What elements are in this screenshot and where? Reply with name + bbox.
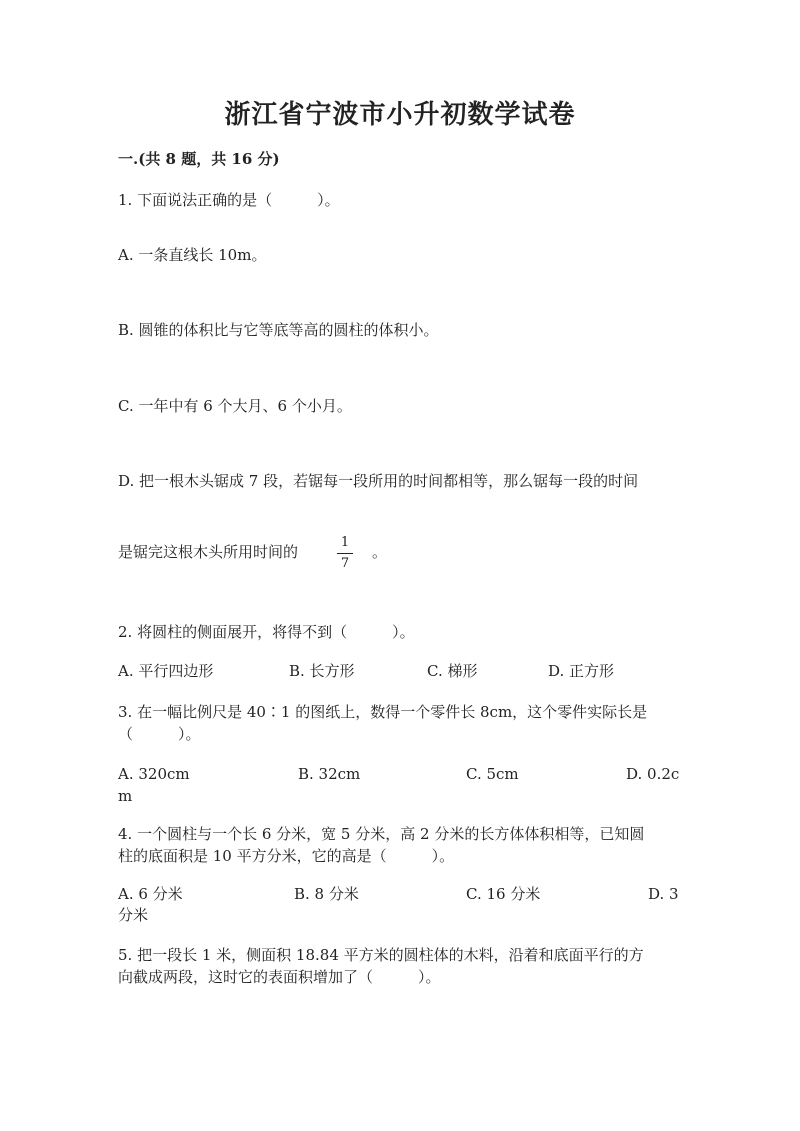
q3-option-d-line2: m <box>118 787 133 805</box>
fraction-numerator: 1 <box>340 535 350 550</box>
q3-option-d-line1: D. 0.2c <box>626 765 680 783</box>
q1-option-d-line1: D. 把一根木头锯成 7 段，若锯每一段所用的时间都相等，那么锯每一段的时间 <box>118 472 639 490</box>
q1-option-a: A. 一条直线长 10m。 <box>118 246 267 264</box>
q2-stem: 2. 将圆柱的侧面展开，将得不到（ ）。 <box>118 623 415 641</box>
q5-stem-line1: 5. 把一段长 1 米，侧面积 18.84 平方米的圆柱体的木料，沿着和底面平行的方 <box>118 946 644 964</box>
q2-option-c: C. 梯形 <box>427 662 478 680</box>
fraction-one-seventh <box>336 536 354 571</box>
q5-stem-line2: 向截成两段，这时它的表面积增加了（ ）。 <box>118 968 441 986</box>
q4-option-a: A. 6 分米 <box>118 885 183 903</box>
q1-option-d-line2: 是锯完这根木头所用时间的 <box>118 543 299 561</box>
q4-option-d-line1: D. 3 <box>648 885 679 903</box>
q3-option-a: A. 320cm <box>118 765 190 783</box>
q3-option-c: C. 5cm <box>466 765 519 783</box>
fraction-bar <box>337 553 353 554</box>
q1-option-b: B. 圆锥的体积比与它等底等高的圆柱的体积小。 <box>118 321 439 339</box>
q4-stem-line1: 4. 一个圆柱与一个长 6 分米，宽 5 分米，高 2 分米的长方体体积相等，已知圆 <box>118 825 645 843</box>
q1-stem: 1. 下面说法正确的是（ ）。 <box>118 191 340 209</box>
section-heading: 一.(共 8 题，共 16 分) <box>118 150 280 168</box>
q3-stem-line1: 3. 在一幅比例尺是 40∶1 的图纸上，数得一个零件长 8cm，这个零件实际长是 <box>118 703 648 721</box>
q4-option-c: C. 16 分米 <box>466 885 541 903</box>
page-title: 浙江省宁波市小升初数学试卷 <box>224 100 576 130</box>
q2-option-a: A. 平行四边形 <box>118 662 214 680</box>
q3-stem-line2: （ ）。 <box>118 725 201 743</box>
q3-option-b: B. 32cm <box>298 765 361 783</box>
q1-option-c: C. 一年中有 6 个大月、6 个小月。 <box>118 397 352 415</box>
q4-option-d-line2: 分米 <box>118 906 149 924</box>
q2-option-b: B. 长方形 <box>289 662 355 680</box>
fraction-denominator: 7 <box>340 556 350 571</box>
q1-option-d-period: 。 <box>372 543 388 561</box>
q2-option-d: D. 正方形 <box>548 662 615 680</box>
q4-option-b: B. 8 分米 <box>294 885 359 903</box>
q4-stem-line2: 柱的底面积是 10 平方分米，它的高是（ ）。 <box>118 847 455 865</box>
